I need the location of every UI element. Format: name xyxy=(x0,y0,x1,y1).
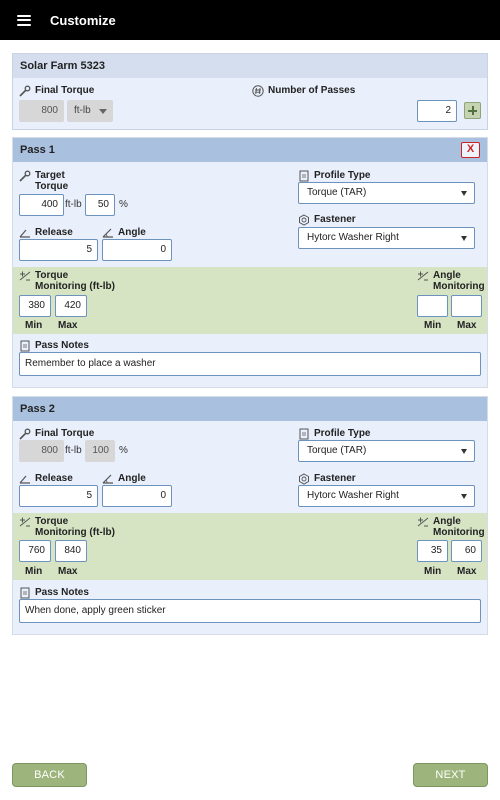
document-icon xyxy=(298,428,310,440)
delete-pass-button[interactable]: X xyxy=(461,142,480,158)
plus-minus-icon xyxy=(19,270,31,282)
document-icon xyxy=(19,340,31,352)
angle-icon xyxy=(102,227,114,239)
pass-notes-label: Pass Notes xyxy=(19,587,89,599)
torque-unit: ft-lb xyxy=(65,199,82,210)
release-field[interactable]: 5 xyxy=(19,239,98,261)
number-of-passes-field[interactable]: 2 xyxy=(417,100,457,122)
number-of-passes-label: Number of Passes xyxy=(252,85,355,97)
wrench-icon xyxy=(19,85,31,97)
release-label: Release xyxy=(19,473,73,485)
final-torque-field: 800 xyxy=(19,440,64,462)
pass-card-2 xyxy=(12,396,488,635)
angle-icon xyxy=(102,473,114,485)
page-title: Customize xyxy=(50,12,116,28)
angle-field[interactable]: 0 xyxy=(102,485,172,507)
angle-min-field[interactable]: 35 xyxy=(417,540,448,562)
release-icon xyxy=(19,227,31,239)
torque-max-field[interactable]: 840 xyxy=(55,540,87,562)
profile-type-select[interactable]: Torque (TAR) xyxy=(298,182,475,204)
release-icon xyxy=(19,473,31,485)
final-torque-label: Final Torque xyxy=(19,85,94,97)
chevron-down-icon xyxy=(461,494,467,499)
torque-percent-field: 100 xyxy=(85,440,115,462)
add-pass-button[interactable] xyxy=(464,102,481,119)
torque-monitoring-label: Torque Monitoring (ft-lb) xyxy=(19,270,115,292)
final-torque-label: Final Torque xyxy=(19,428,94,440)
percent-unit: % xyxy=(119,445,128,456)
release-label: Release xyxy=(19,227,73,239)
percent-unit: % xyxy=(119,199,128,210)
wrench-icon xyxy=(19,428,31,440)
max-label: Max xyxy=(58,566,78,577)
angle-label: Angle xyxy=(102,227,146,239)
pass-header: Pass 2 xyxy=(13,397,487,421)
angle-max-field[interactable]: 60 xyxy=(451,540,482,562)
min-label: Min xyxy=(25,566,43,577)
angle-label: Angle xyxy=(102,473,146,485)
pass-notes-field[interactable]: When done, apply green sticker xyxy=(19,599,481,623)
next-button[interactable]: NEXT xyxy=(413,763,488,787)
pass-card-1 xyxy=(12,137,488,388)
plus-minus-icon xyxy=(417,516,429,528)
max-label: Max xyxy=(457,566,477,577)
fastener-label: Fastener xyxy=(298,214,356,226)
profile-type-label: Profile Type xyxy=(298,170,371,182)
profile-type-select[interactable]: Torque (TAR) xyxy=(298,440,475,462)
pass-header: Pass 1 X xyxy=(13,138,487,162)
document-icon xyxy=(298,170,310,182)
angle-monitoring-label: Angle Monitoring xyxy=(417,270,485,292)
fastener-select[interactable]: Hytorc Washer Right xyxy=(298,227,475,249)
target-torque-label: Target Torque xyxy=(19,170,73,192)
monitoring-band xyxy=(13,267,487,334)
monitoring-band xyxy=(13,513,487,580)
pass-notes-field[interactable]: Remember to place a washer xyxy=(19,352,481,376)
angle-max-field[interactable] xyxy=(451,295,482,317)
torque-monitoring-label: Torque Monitoring (ft-lb) xyxy=(19,516,115,538)
chevron-down-icon xyxy=(461,236,467,241)
angle-monitoring-label: Angle Monitoring xyxy=(417,516,485,538)
angle-field[interactable]: 0 xyxy=(102,239,172,261)
release-field[interactable]: 5 xyxy=(19,485,98,507)
pass-notes-label: Pass Notes xyxy=(19,340,89,352)
nut-icon xyxy=(298,214,310,226)
hash-icon xyxy=(252,85,264,97)
back-button[interactable]: BACK xyxy=(12,763,87,787)
nut-icon xyxy=(298,473,310,485)
target-torque-field[interactable]: 400 xyxy=(19,194,64,216)
max-label: Max xyxy=(58,320,78,331)
max-label: Max xyxy=(457,320,477,331)
fastener-label: Fastener xyxy=(298,473,356,485)
app-bar xyxy=(0,0,500,40)
chevron-down-icon xyxy=(461,449,467,454)
unit-select: ft-lb xyxy=(67,100,113,122)
job-card xyxy=(12,53,488,130)
plus-minus-icon xyxy=(19,516,31,528)
min-label: Min xyxy=(424,320,442,331)
final-torque-field: 800 xyxy=(19,100,64,122)
torque-max-field[interactable]: 420 xyxy=(55,295,87,317)
torque-min-field[interactable]: 760 xyxy=(19,540,51,562)
wrench-icon xyxy=(19,170,31,182)
chevron-down-icon xyxy=(99,109,107,114)
job-name: Solar Farm 5323 xyxy=(13,54,487,78)
angle-min-field[interactable] xyxy=(417,295,448,317)
min-label: Min xyxy=(25,320,43,331)
torque-percent-field[interactable]: 50 xyxy=(85,194,115,216)
chevron-down-icon xyxy=(461,191,467,196)
profile-type-label: Profile Type xyxy=(298,428,371,440)
torque-unit: ft-lb xyxy=(65,445,82,456)
torque-min-field[interactable]: 380 xyxy=(19,295,51,317)
fastener-select[interactable]: Hytorc Washer Right xyxy=(298,485,475,507)
document-icon xyxy=(19,587,31,599)
menu-icon[interactable] xyxy=(17,15,31,26)
min-label: Min xyxy=(424,566,442,577)
plus-minus-icon xyxy=(417,270,429,282)
